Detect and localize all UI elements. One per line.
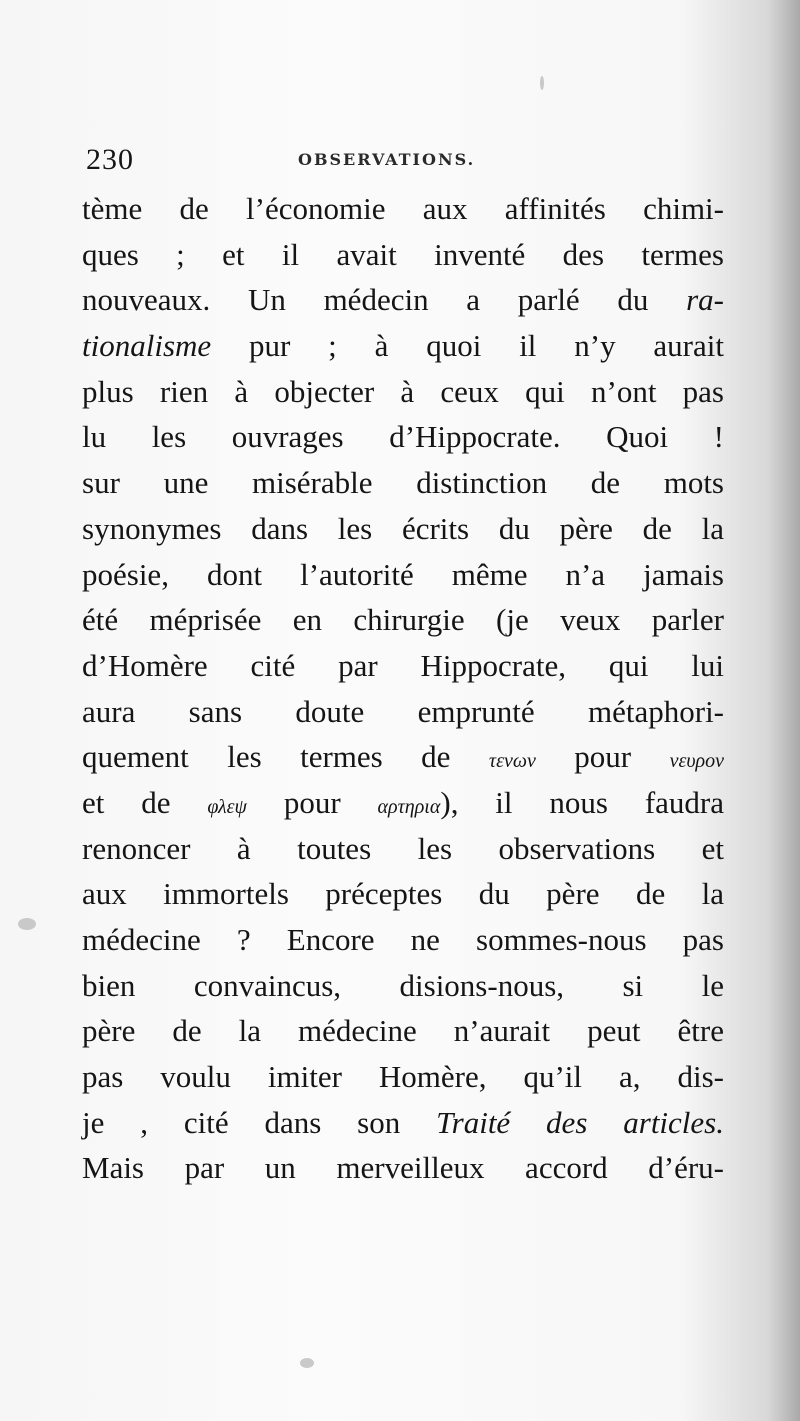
text-segment: tème de l’économie aux affinités chimi- [82,191,724,226]
italic-text: ra- [686,282,724,318]
ink-speck [18,918,36,930]
ink-speck [300,1358,314,1368]
text-segment: et de [82,784,208,820]
italic-text: tionalisme [82,328,212,364]
page-header [86,140,726,180]
text-line [82,1008,724,1054]
text-segment: pas voulu imiter Homère, qu’il a, dis- [82,1059,724,1095]
text-line [82,186,724,232]
text-line [82,232,724,278]
text-line [82,1054,724,1100]
text-line [82,414,724,460]
page-number: 230 [86,143,134,176]
text-segment: d’Homère cité par Hippocrate, qui lui [82,647,724,683]
text-line [82,506,724,552]
text-line [82,323,724,369]
text-segment: synonymes dans les écrits du père de la [82,510,724,546]
text-segment: ), il nous faudra [440,784,724,820]
text-segment: lu les ouvrages d’Hippocrate. Quoi ! [82,419,724,455]
body-text [82,186,724,1191]
text-segment: aura sans doute emprunté métaphori- [82,693,724,729]
text-segment: Mais par un merveilleux accord d’éru- [82,1150,724,1186]
text-segment: poésie, dont l’autorité même n’a jamais [82,556,724,592]
text-line [82,597,724,643]
ink-speck [540,76,544,90]
text-line [82,1100,724,1146]
text-segment: ques ; et il avait inventé des termes [82,236,724,272]
text-line [82,780,724,826]
text-segment: pur ; à quoi il n’y aurait [211,328,724,364]
greek-word: νευρον [669,750,724,773]
text-line [82,1145,724,1191]
text-segment: été méprisée en chirurgie (je veux parler [82,602,724,638]
text-line [82,871,724,917]
text-line [82,917,724,963]
greek-word: αρτηρια [377,795,441,818]
running-head: OBSERVATIONS. [298,150,476,169]
text-line [82,826,724,872]
text-segment: plus rien à objecter à ceux qui n’ont pas [82,373,724,409]
text-segment: aux immortels préceptes du père de la [82,876,724,912]
text-segment: quement les termes de [82,739,489,775]
text-segment: pour [246,784,378,820]
text-segment: sur une misérable distinction de mots [82,465,724,501]
text-segment: renoncer à toutes les observations et [82,830,724,866]
text-line [82,277,724,323]
italic-text: Traité des articles. [436,1104,724,1140]
text-segment: bien convaincus, disions-nous, si le [82,967,724,1003]
text-line [82,643,724,689]
greek-word: φλεψ [207,795,247,818]
text-line [82,689,724,735]
text-line [82,460,724,506]
text-segment: je , cité dans son [82,1104,437,1140]
text-segment: père de la médecine n’aurait peut être [82,1013,724,1049]
text-segment: médecine ? Encore ne sommes-nous pas [82,922,724,957]
greek-word: τενων [488,750,536,773]
text-segment: nouveaux. Un médecin a parlé du [82,282,687,318]
text-line [82,963,724,1009]
text-line [82,369,724,415]
text-line [82,552,724,598]
text-segment: pour [535,739,670,775]
text-line [82,734,724,780]
